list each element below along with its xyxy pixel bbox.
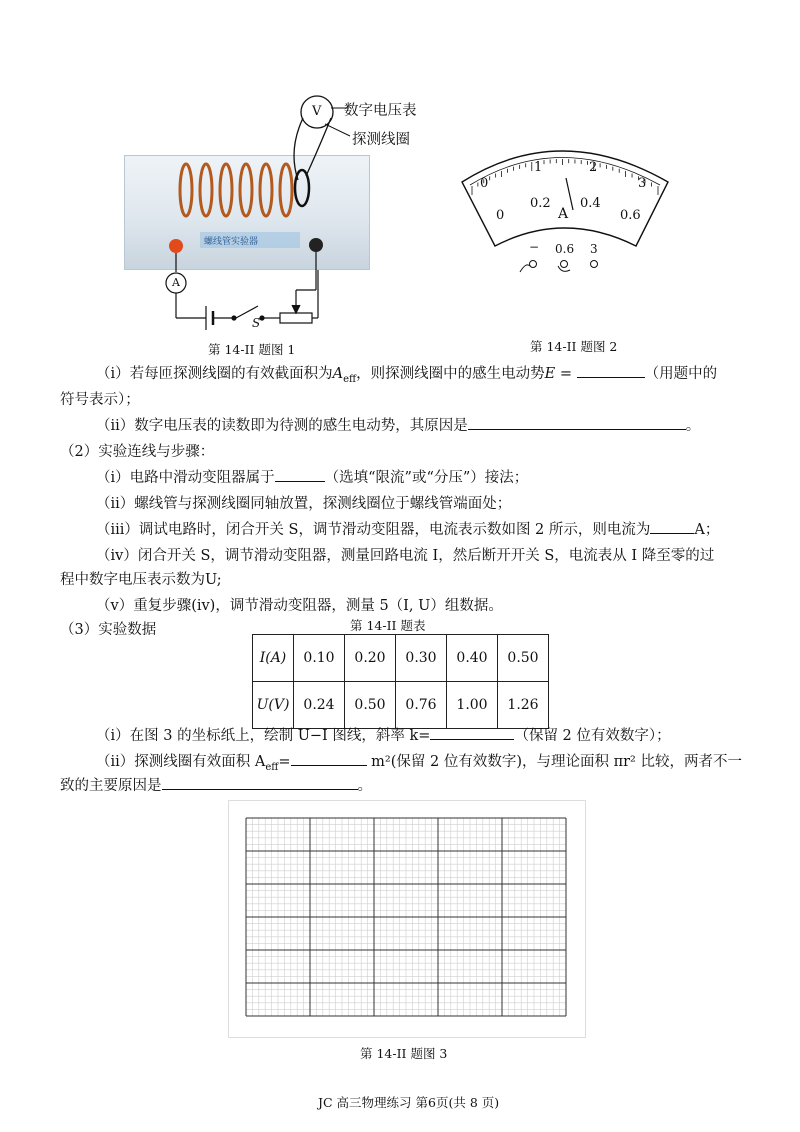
table-cell: 0.10 (294, 635, 345, 682)
q2-v-line: （v）重复步骤(iv)，调节滑动变阻器，测量 5（I, U）组数据。 (96, 598, 503, 614)
q1-i-line2: 符号表示）； (60, 392, 140, 408)
table-caption: 第 14-II 题表 (350, 618, 426, 633)
q1-i-line1: （i）若每匝探测线圈的有效截面积为$A_{eff}$，则探测线圈中的感生电动势E = （用题中的 (96, 362, 717, 385)
top-scale-3: 3 (638, 176, 647, 191)
terminal-label-3: 3 (590, 242, 598, 256)
table-cell: 0.30 (396, 635, 447, 682)
q1-ii-line: （ii）数字电压表的读数即为待测的感生电动势，其原因是 。 (96, 414, 700, 435)
terminal-06-icon (561, 261, 568, 268)
table-cell: 0.24 (294, 682, 345, 729)
top-scale-0: 0 (480, 176, 489, 191)
figure-2-caption: 第 14-II 题图 2 (530, 339, 618, 354)
terminal-label-06: 0.6 (555, 242, 575, 256)
page-footer: JC 高三物理练习 第6页(共 8 页) (318, 1095, 500, 1110)
row-label-voltage: U(V) (253, 682, 294, 729)
row-label-current: I(A) (253, 635, 294, 682)
bottom-scale-06: 0.6 (620, 208, 641, 223)
ammeter-dial (0, 0, 800, 360)
data-table (252, 634, 549, 729)
q3-i-line: （i）在图 3 的坐标纸上，绘制 U−I 图线，斜率 k= （保留 2 位有效数字）； (96, 724, 671, 745)
table-cell: 0.76 (396, 682, 447, 729)
q2-title: （2）实验连线与步骤： (60, 444, 215, 460)
answer-blank-slope[interactable] (430, 725, 514, 740)
table-cell: 1.26 (498, 682, 549, 729)
dial-unit: A (558, 206, 569, 222)
bottom-scale-0: 0 (496, 208, 505, 223)
voltmeter-symbol: V (312, 104, 322, 119)
terminal-neg-icon (530, 261, 537, 268)
q2-ii-line: （ii）螺线管与探测线圈同轴放置，探测线圈位于螺线管端面处； (96, 496, 512, 512)
switch-symbol: S (252, 316, 261, 330)
q3-title: （3）实验数据 (60, 622, 157, 638)
answer-blank-connection[interactable] (275, 467, 325, 482)
q2-iv-line2: 程中数字电压表示数为U; (60, 572, 222, 588)
terminal-label-neg: − (529, 240, 540, 254)
q3-ii-line1: （ii）探测线圈有效面积 $A_{eff}= m^2$(保留 2 位有效数字)，与理论面积 πr² 比较，两者不一 (96, 750, 742, 773)
ammeter-symbol: A (172, 276, 180, 289)
table-cell: 1.00 (447, 682, 498, 729)
answer-blank-area[interactable] (291, 751, 367, 766)
bottom-scale-04: 0.4 (580, 196, 601, 211)
table-cell: 0.20 (345, 635, 396, 682)
top-scale-1: 1 (534, 160, 543, 175)
graph-paper[interactable] (240, 812, 572, 1022)
device-label: 螺线管实验器 (204, 237, 259, 247)
table-cell: 0.50 (345, 682, 396, 729)
terminal-3-icon (591, 261, 598, 268)
answer-blank-current[interactable] (650, 519, 694, 534)
answer-blank-cause[interactable] (162, 775, 358, 790)
table-row (253, 682, 549, 729)
voltmeter-label: 数字电压表 (344, 103, 417, 119)
answer-blank-reason[interactable] (468, 415, 686, 430)
answer-blank-emf[interactable] (577, 363, 645, 378)
bottom-scale-02: 0.2 (530, 196, 551, 211)
figure-1-caption: 第 14-II 题图 1 (208, 342, 296, 357)
figure-3-caption: 第 14-II 题图 3 (360, 1046, 448, 1061)
table-row (253, 635, 549, 682)
q3-ii-line2: 致的主要原因是 。 (60, 774, 372, 795)
table-cell: 0.40 (447, 635, 498, 682)
q2-i-line: （i）电路中滑动变阻器属于 （选填“限流”或“分压”）接法； (96, 466, 528, 487)
top-scale-2: 2 (589, 160, 598, 175)
coil-label: 探测线圈 (352, 132, 410, 148)
q2-iii-line: （iii）调试电路时，闭合开关 S，调节滑动变阻器，电流表示数如图 2 所示，则电流为 A； (96, 518, 719, 539)
q2-iv-line1: （iv）闭合开关 S，调节滑动变阻器，测量回路电流 I，然后断开开关 S，电流表从 I 降至零的过 (96, 548, 715, 564)
table-cell: 0.50 (498, 635, 549, 682)
